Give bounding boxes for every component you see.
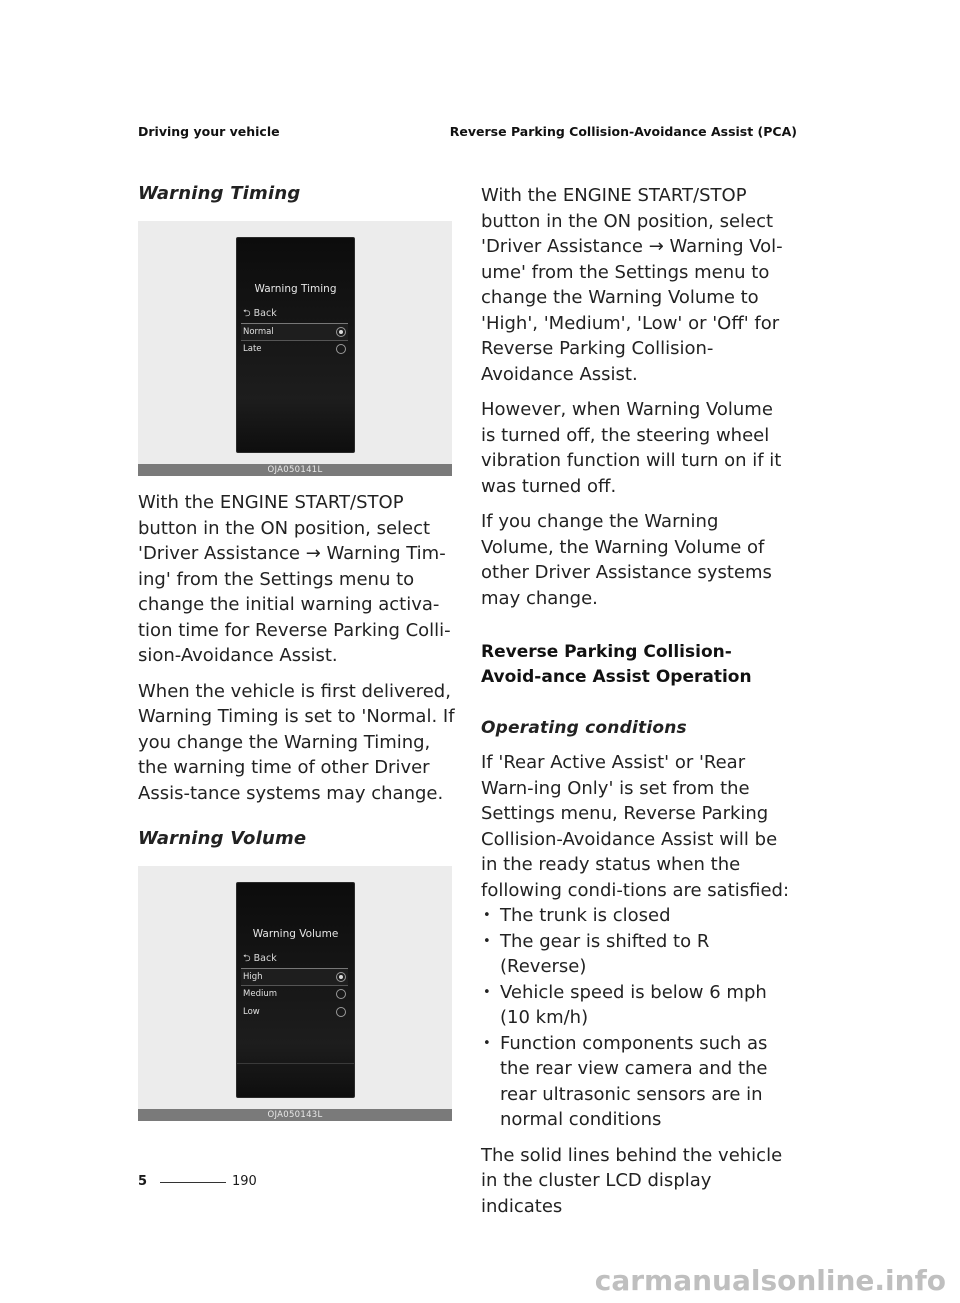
back-item [243, 306, 277, 322]
warning-timing-figure [138, 221, 452, 476]
menu-row-label: Late [243, 344, 262, 354]
back-arrow-icon: ⮌ [243, 308, 251, 319]
operating-conditions-heading: Operating conditions [481, 718, 687, 738]
running-header-left: Driving your vehicle [138, 124, 280, 139]
paragraph: The solid lines behind the vehicle in the cluster LCD display indicates [481, 1144, 783, 1217]
screen-divider [237, 1063, 354, 1064]
radio-empty-icon [336, 344, 346, 354]
menu-row-medium [241, 986, 348, 1002]
paragraph: When the vehicle is first delivered, Warning Timing is set to 'Normal. If you change the Warning Timing, the warning time of other Driver Assis-tance systems may change. [138, 680, 455, 804]
menu-row-label: High [243, 972, 263, 982]
radio-selected-icon [336, 972, 346, 982]
menu-row-label: Low [243, 1007, 260, 1017]
warning-timing-heading: Warning Timing [138, 183, 301, 204]
list-item: • The trunk is closed [481, 903, 793, 929]
conditions-list [481, 903, 793, 1133]
watermark: carmanualsonline.info [594, 1264, 946, 1297]
footer-page-number: 190 [232, 1174, 257, 1189]
paragraph: However, when Warning Volume is turned off, the steering wheel vibration function will turn on if it was turned off. [481, 399, 782, 497]
warning-volume-heading: Warning Volume [138, 828, 307, 849]
screen-title: Warning Timing [254, 283, 337, 295]
screen-title: Warning Volume [252, 928, 339, 940]
list-item: • Function components such as the rear view camera and the rear ultrasonic sensors are in normal conditions [481, 1031, 793, 1133]
menu-row-low [241, 1004, 348, 1020]
menu-row-normal [241, 323, 348, 341]
left-column [138, 183, 456, 1121]
list-item: • Vehicle speed is below 6 mph (10 km/h) [481, 980, 793, 1031]
menu-row-label: Medium [243, 989, 277, 999]
menu-row-high [241, 968, 348, 986]
back-item [243, 951, 277, 967]
running-header-right: Reverse Parking Collision-Avoidance Assist (PCA) [449, 124, 797, 139]
paragraph: If you change the Warning Volume, the Warning Volume of other Driver Assistance systems may change. [481, 511, 772, 609]
warning-volume-figure [138, 866, 452, 1121]
list-item: • The gear is shifted to R (Reverse) [481, 929, 793, 980]
cluster-screen [236, 237, 355, 453]
menu-row-late [241, 341, 348, 357]
operation-heading: Reverse Parking Collision- Avoid-ance Assist Operation [481, 642, 752, 687]
back-arrow-icon: ⮌ [243, 953, 251, 964]
figure-caption: OJA050141L [138, 464, 452, 476]
paragraph: With the ENGINE START/STOP button in the ON position, select 'Driver Assistance → Warning Tim-ing' from the Settings menu to change the initial warning activa-tion time for Reverse Parking Colli-sion-Avoidance Assist. [138, 492, 451, 666]
paragraph: With the ENGINE START/STOP button in the ON position, select 'Driver Assistance → Warning Vol-ume' from the Settings menu to change the Warning Volume to 'High', 'Medium', 'Low' or 'Off' for Reverse Parking Collision-Avoidance Assist. [481, 185, 783, 385]
paragraph: If 'Rear Active Assist' or 'Rear Warn-ing Only' is set from the Settings menu, Reverse Parking Collision-Avoidance Assist will be in the ready status when the following condi-tions are satisfied: [481, 752, 790, 901]
figure-caption: OJA050143L [138, 1109, 452, 1121]
back-label: Back [253, 308, 277, 319]
footer-divider [160, 1182, 226, 1183]
menu-row-label: Normal [243, 327, 274, 337]
radio-empty-icon [336, 989, 346, 999]
back-label: Back [253, 953, 277, 964]
right-column [481, 183, 793, 1219]
radio-selected-icon [336, 327, 346, 337]
radio-empty-icon [336, 1007, 346, 1017]
footer-section-number: 5 [138, 1174, 148, 1189]
cluster-screen [236, 882, 355, 1098]
